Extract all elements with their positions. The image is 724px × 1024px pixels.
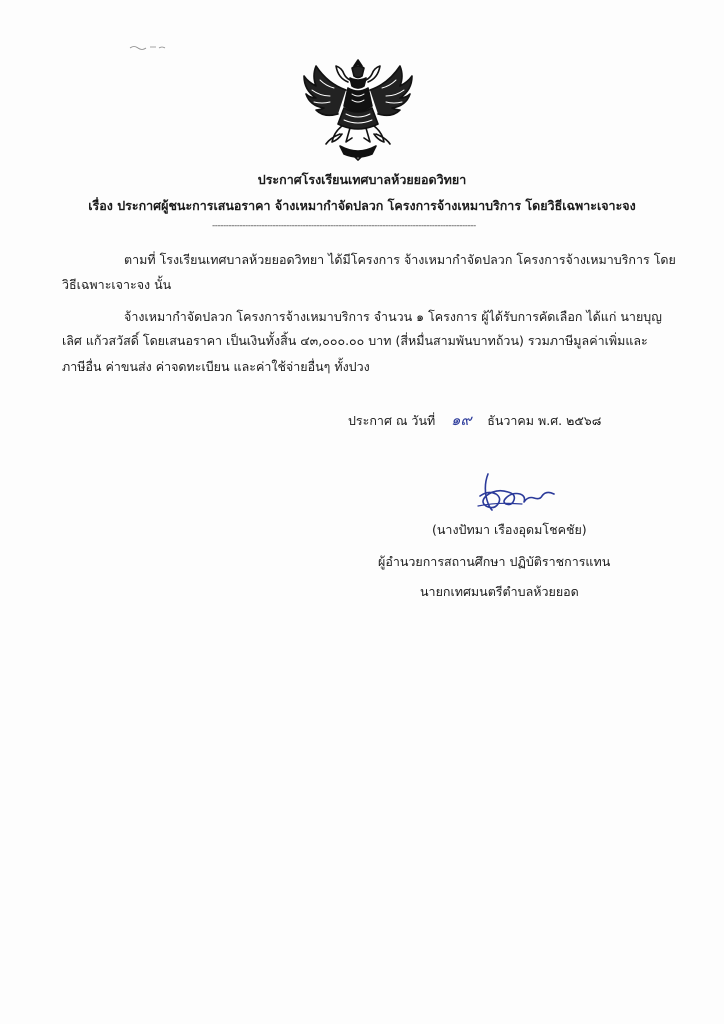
- document-subject: เรื่อง ประกาศผู้ชนะการเสนอราคา จ้างเหมากำจัดปลวก โครงการจ้างเหมาบริการ โดยวิธีเฉพาะเจาะจง: [88, 198, 636, 213]
- announcement-date: [348, 408, 601, 432]
- document-title: ประกาศโรงเรียนเทศบาลห้วยยอดวิทยา: [257, 172, 467, 187]
- paragraph-1-line-2: วิธีเฉพาะเจาะจง นั้น: [62, 277, 172, 292]
- divider: ------------------------------------------------------------------------------------------------: [212, 221, 476, 231]
- paragraph-2-line-1: จ้างเหมากำจัดปลวก โครงการจ้างเหมาบริการ จำนวน ๑ โครงการ ผู้ได้รับการคัดเลือก ได้แก่ นายบุญ: [124, 309, 662, 324]
- garuda-emblem-icon: [300, 56, 416, 162]
- handwritten-signature: [470, 466, 570, 516]
- date-suffix: ธันวาคม พ.ศ. ๒๕๖๘: [487, 413, 602, 428]
- signatory-name: (นางปัทมา เรืองอุดมโชคชัย): [432, 522, 587, 537]
- signatory-position-line-2: นายกเทศมนตรีตำบลห้วยยอด: [420, 584, 579, 599]
- paragraph-1-line-1: ตามที่ โรงเรียนเทศบาลห้วยยอดวิทยา ได้มีโครงการ จ้างเหมากำจัดปลวก โครงการจ้างเหมาบริการ โดย: [124, 252, 676, 267]
- signatory-position-line-1: ผู้อำนวยการสถานศึกษา ปฏิบัติราชการแทน: [378, 554, 611, 569]
- date-prefix: ประกาศ ณ วันที่: [348, 413, 436, 428]
- paragraph-2-line-3: ภาษีอื่น ค่าขนส่ง ค่าจดทะเบียน และค่าใช้จ่ายอื่นๆ ทั้งปวง: [62, 359, 370, 374]
- date-day-handwritten: ๑๙: [450, 411, 472, 429]
- scan-mark: [128, 42, 168, 52]
- paragraph-2-line-2: เลิศ แก้วสวัสดิ์ โดยเสนอราคา เป็นเงินทั้งสิ้น ๔๓,๐๐๐.๐๐ บาท (สี่หมื่นสามพันบาทถ้วน) รวมภาษีมูลค่าเพิ่มและ: [62, 333, 648, 348]
